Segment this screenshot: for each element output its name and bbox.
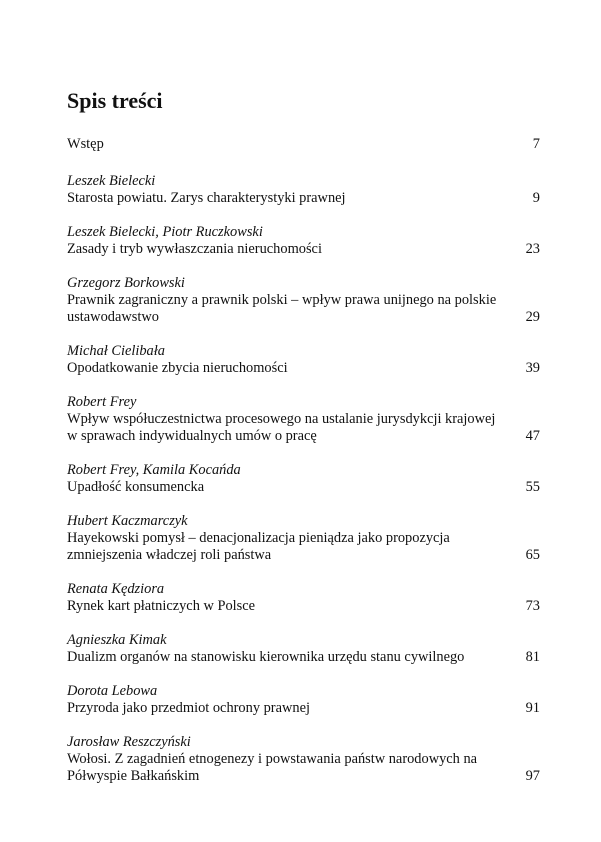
entry-author: Hubert Kaczmarczyk [67, 513, 188, 529]
toc-entry [67, 513, 540, 564]
entry-title: Prawnik zagraniczny a prawnik polski – wpływ prawa unijnego na polskie ustawodawstwo [67, 292, 497, 325]
toc-entry [67, 462, 540, 496]
entry-page: 91 [525, 700, 540, 716]
entry-author: Dorota Lebowa [67, 683, 158, 699]
entry-title: Dualizm organów na stanowisku kierownika urzędu stanu cywilnego [67, 649, 465, 665]
entry-author: Agnieszka Kimak [67, 632, 167, 648]
entry-page: 23 [525, 241, 540, 257]
toc-entry [67, 394, 540, 445]
entry-title: Wołosi. Z zagadnień etnogenezy i powstawania państw narodowych na Półwyspie Bałkańskim [67, 751, 478, 784]
toc-entry [67, 581, 540, 615]
entry-author: Renata Kędziora [67, 581, 165, 597]
entry-page: 81 [525, 649, 540, 665]
entry-title: Przyroda jako przedmiot ochrony prawnej [67, 700, 310, 716]
entry-page: 73 [525, 598, 540, 614]
toc-entry [67, 136, 540, 153]
entry-title: Rynek kart płatniczych w Polsce [67, 598, 256, 614]
toc-entry [67, 734, 540, 785]
toc-entry [67, 343, 540, 377]
entry-title: Wstęp [67, 136, 104, 152]
entry-title: Zasady i tryb wywłaszczania nieruchomości [67, 241, 322, 257]
entry-title: Opodatkowanie zbycia nieruchomości [67, 360, 288, 376]
entry-author: Robert Frey [67, 394, 137, 410]
entry-page: 47 [525, 428, 540, 444]
page-title: Spis treści [67, 88, 163, 113]
entry-author: Michał Cielibała [67, 343, 165, 359]
entry-author: Leszek Bielecki [67, 173, 156, 189]
entry-author: Leszek Bielecki, Piotr Ruczkowski [67, 224, 263, 240]
entry-page: 39 [525, 360, 540, 376]
toc-entry [67, 173, 540, 207]
entry-author: Grzegorz Borkowski [67, 275, 185, 291]
entry-page: 7 [532, 136, 540, 152]
entry-title: Wpływ współuczestnictwa procesowego na ustalanie jurysdykcji krajowej w sprawach indywidualnych umów o pracę [67, 411, 496, 444]
entry-author: Jarosław Reszczyński [67, 734, 191, 750]
toc-entry [67, 632, 540, 666]
entry-page: 9 [532, 190, 540, 206]
entry-title: Upadłość konsumencka [67, 479, 205, 495]
toc-entry [67, 683, 540, 717]
table-of-contents [67, 136, 540, 802]
entry-page: 97 [525, 768, 540, 784]
toc-entry [67, 275, 540, 326]
entry-page: 55 [525, 479, 540, 495]
entry-page: 65 [525, 547, 540, 563]
entry-author: Robert Frey, Kamila Kocańda [67, 462, 241, 478]
entry-title: Hayekowski pomysł – denacjonalizacja pieniądza jako propozycja zmniejszenia władczej roli państwa [67, 530, 450, 563]
entry-title: Starosta powiatu. Zarys charakterystyki prawnej [67, 190, 346, 206]
entry-page: 29 [525, 309, 540, 325]
toc-entry [67, 224, 540, 258]
